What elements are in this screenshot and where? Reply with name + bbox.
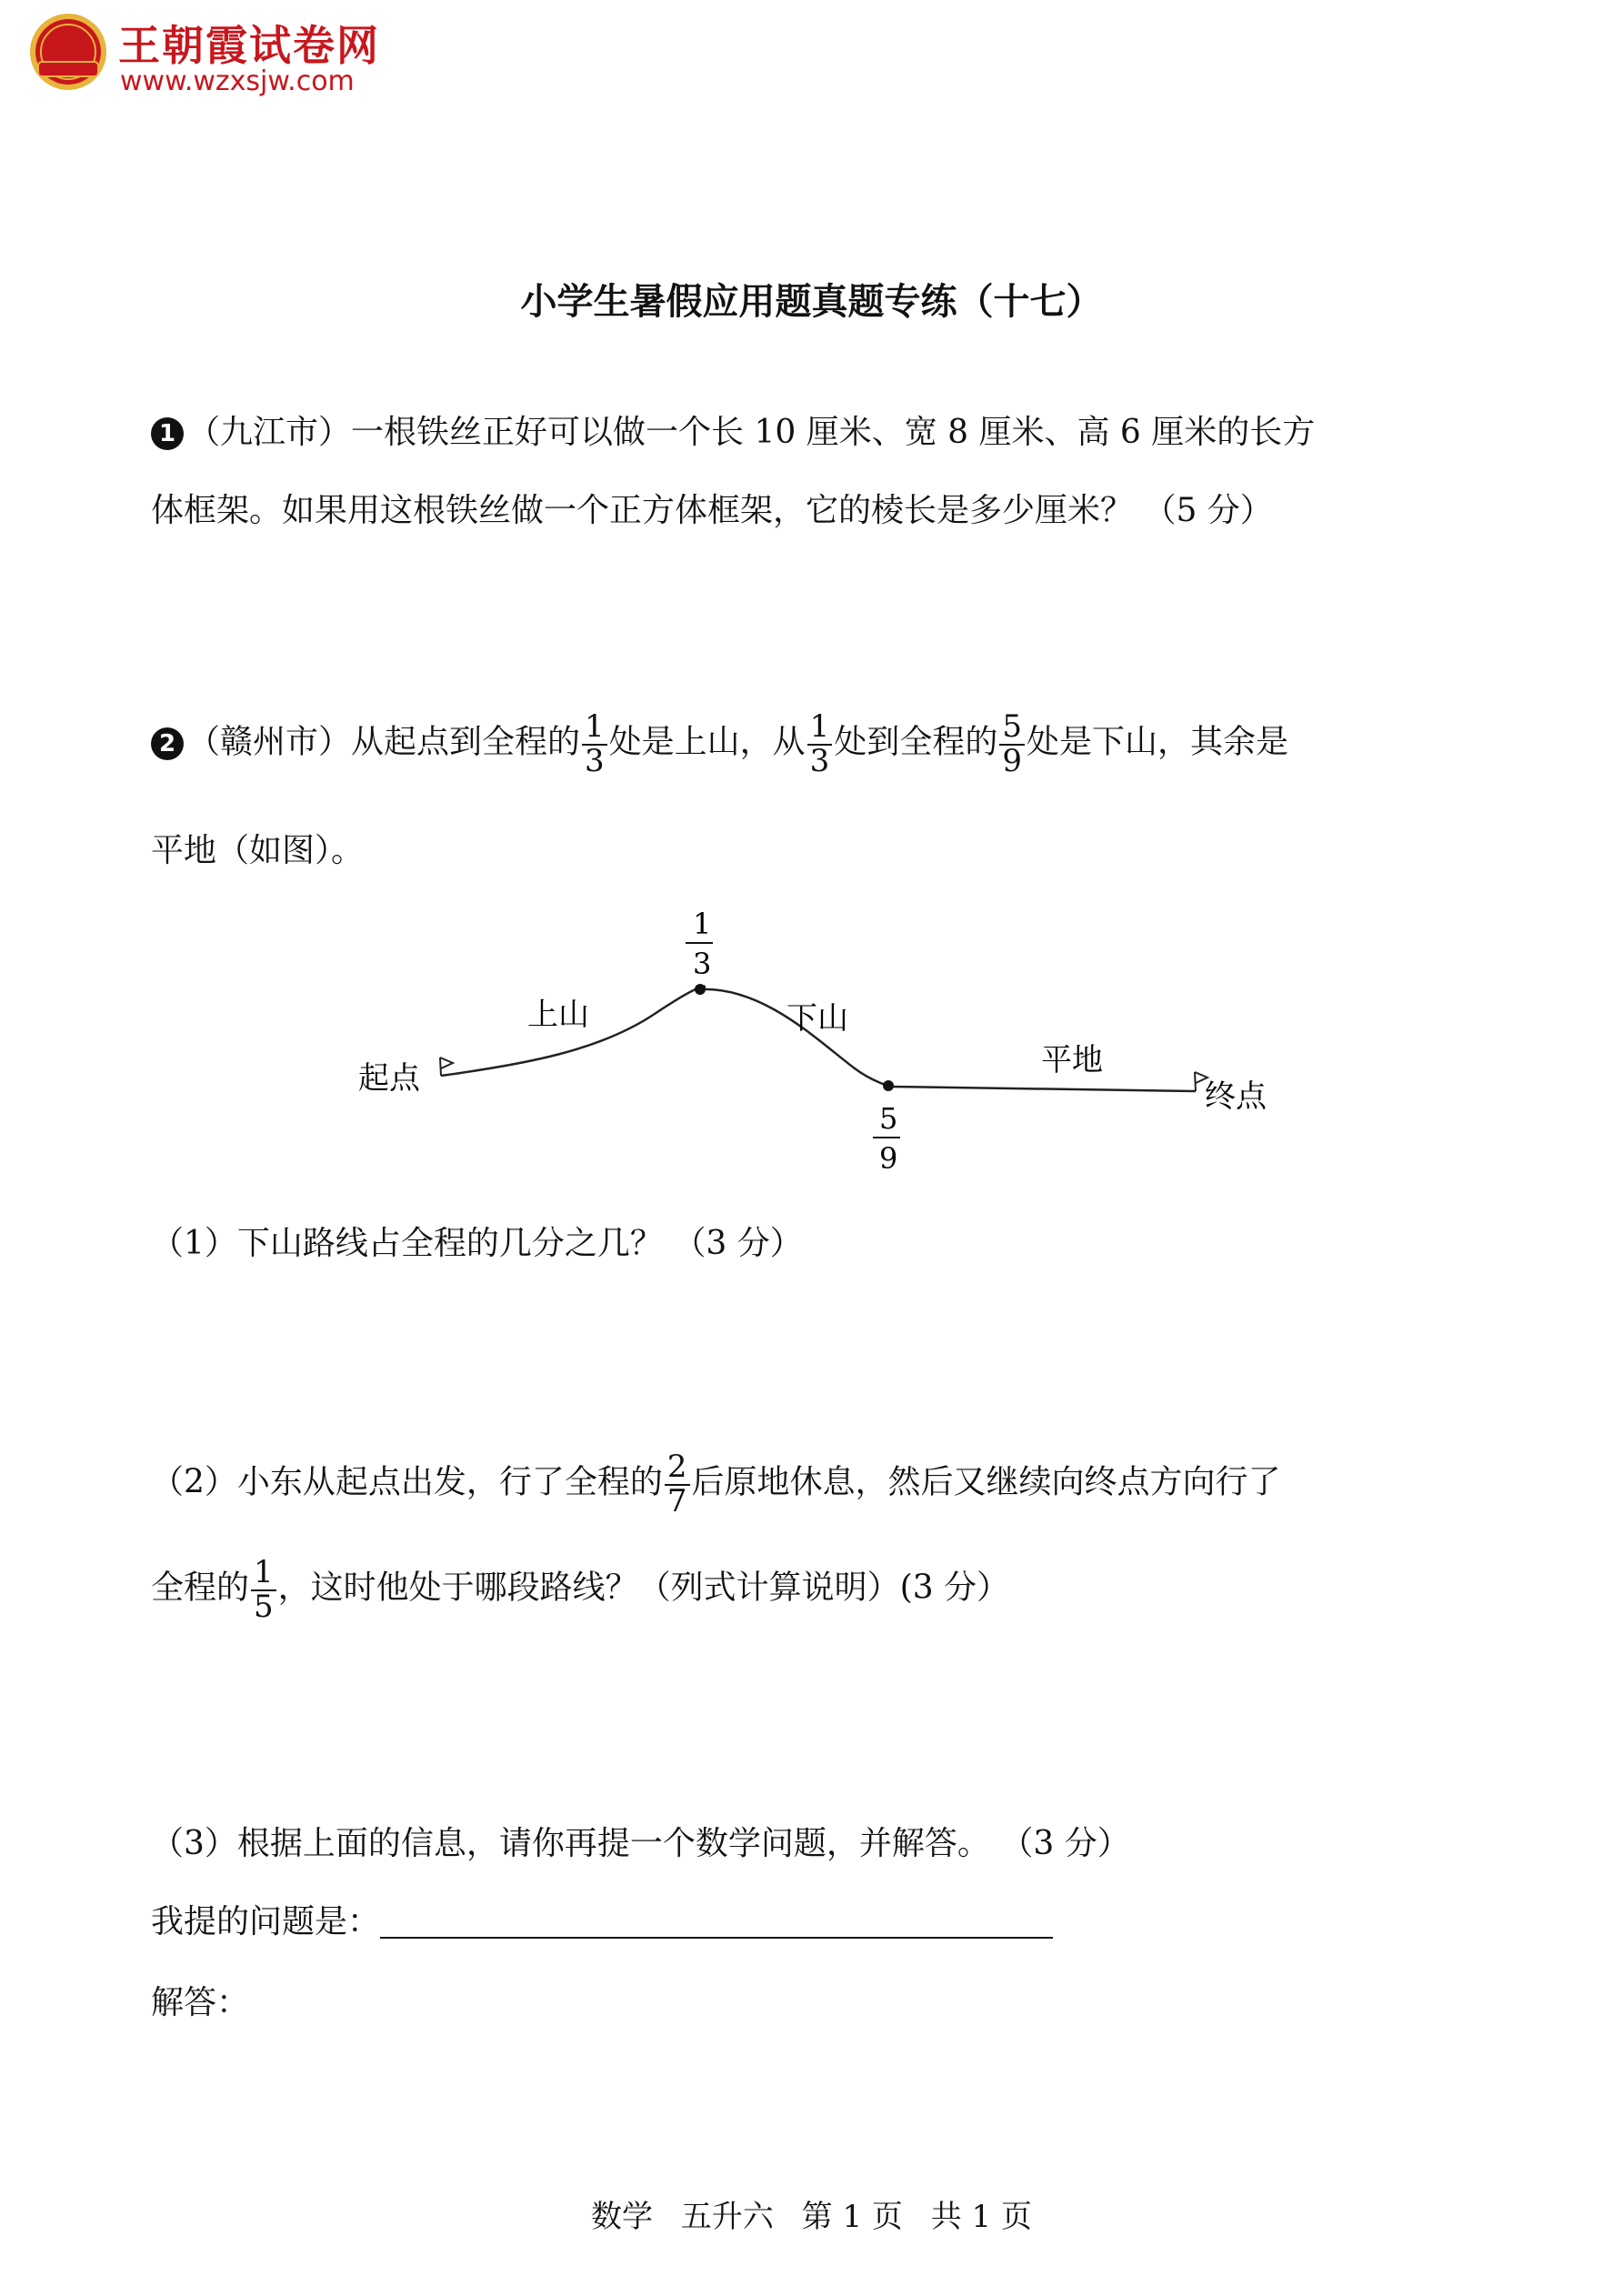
q2-line1 xyxy=(151,708,1288,779)
q1-line2: 体框架。如果用这根铁丝做一个正方体框架，它的棱长是多少厘米？ （5 分） xyxy=(151,492,1273,529)
q2-sub2-line2 xyxy=(151,1554,1010,1625)
start-flag-icon xyxy=(440,1058,453,1076)
footer-subject: 数学 xyxy=(591,2199,654,2235)
fraction xyxy=(665,1451,690,1518)
fraction-numerator: 5 xyxy=(1002,708,1022,745)
my-question-row xyxy=(151,1903,1053,1940)
footer-total: 共 1 页 xyxy=(930,2199,1032,2235)
fraction xyxy=(582,708,607,779)
fraction xyxy=(807,708,833,779)
fraction xyxy=(999,708,1025,779)
fraction-denominator: 5 xyxy=(254,1588,274,1625)
page-title: 小学生暑假应用题真题专练（十七） xyxy=(520,281,1103,323)
q2-text-d: 处是下山，其余是 xyxy=(1026,723,1288,761)
q2-text-c: 处到全程的 xyxy=(834,723,998,761)
sub2-text-d: ，这时他处于哪段路线？（列式计算说明）(3 分） xyxy=(277,1569,1010,1607)
fraction-denominator: 9 xyxy=(1002,742,1022,779)
question-answer-line[interactable] xyxy=(380,1910,1053,1939)
uphill-label: 上山 xyxy=(527,997,589,1033)
page-footer xyxy=(0,2191,1623,2236)
my-question-label: 我提的问题是： xyxy=(151,1903,381,1940)
fraction-numerator: 2 xyxy=(666,1449,687,1485)
q2-text-b: 处是上山，从 xyxy=(608,723,806,761)
flat-label: 平地 xyxy=(1041,1042,1103,1078)
valley-point xyxy=(883,1080,894,1091)
q1-line1 xyxy=(151,416,1315,450)
fraction-numerator: 1 xyxy=(254,1554,274,1590)
q2-text-a: （赣州市）从起点到全程的 xyxy=(187,723,581,761)
sub2-text-a: （2）小东从起点出发，行了全程的 xyxy=(151,1463,663,1501)
sub2-text-c: 全程的 xyxy=(151,1569,250,1607)
end-label: 终点 xyxy=(1205,1078,1267,1115)
fraction-denominator: 3 xyxy=(809,742,830,779)
downhill-label: 下山 xyxy=(786,1000,848,1037)
fraction-denominator: 7 xyxy=(666,1482,687,1519)
valley-fraction-numerator: 5 xyxy=(879,1101,898,1136)
logo-emblem-icon xyxy=(27,11,109,93)
start-label: 起点 xyxy=(358,1060,420,1097)
question-number-badge: 2 xyxy=(151,727,184,760)
footer-grade: 五升六 xyxy=(680,2199,774,2235)
peak-fraction-denominator: 3 xyxy=(693,947,712,981)
site-logo xyxy=(27,11,109,96)
question-number-badge: 1 xyxy=(151,417,184,450)
brand-url[interactable]: www.wzxsjw.com xyxy=(120,65,355,97)
q2-sub3: （3）根据上面的信息，请你再提一个数学问题，并解答。 （3 分） xyxy=(151,1825,1130,1862)
fraction-numerator: 1 xyxy=(585,708,605,745)
fraction-denominator: 3 xyxy=(585,742,605,779)
brand-name: 王朝霞试卷网 xyxy=(118,21,380,70)
route-diagram xyxy=(346,905,1291,1196)
valley-fraction-denominator: 9 xyxy=(879,1141,898,1176)
footer-page: 第 1 页 xyxy=(801,2199,903,2235)
q1-text-1: （九江市）一根铁丝正好可以做一个长 10 厘米、宽 8 厘米、高 6 厘米的长方 xyxy=(187,414,1316,451)
peak-fraction-numerator: 1 xyxy=(693,907,712,941)
q2-sub1: （1）下山路线占全程的几分之几？ （3 分） xyxy=(151,1225,803,1262)
fraction xyxy=(251,1554,276,1625)
sub2-text-b: 后原地休息，然后又继续向终点方向行了 xyxy=(691,1463,1281,1501)
answer-label: 解答： xyxy=(151,1984,250,2021)
q2-sub2-line1 xyxy=(151,1451,1281,1518)
fraction-numerator: 1 xyxy=(809,708,830,745)
q2-line2: 平地（如图）。 xyxy=(151,832,365,869)
peak-point xyxy=(695,984,706,995)
